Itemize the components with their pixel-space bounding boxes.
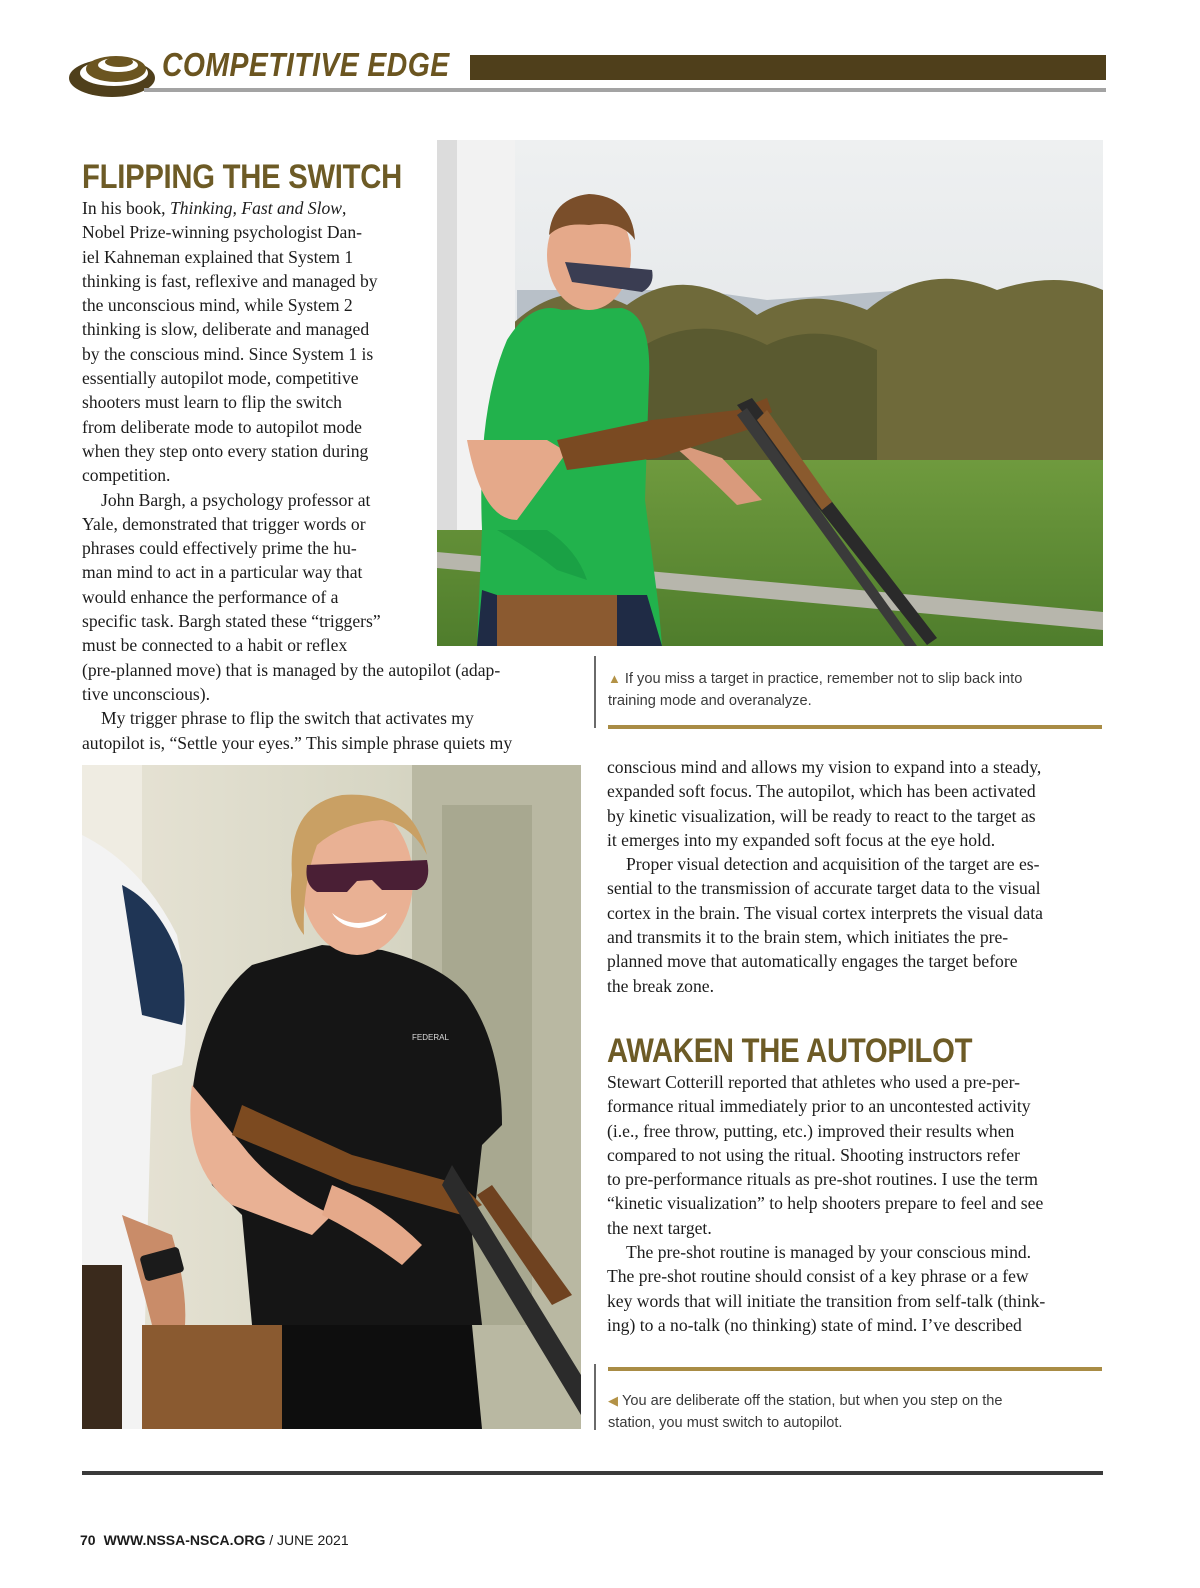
caption-arrow-up-icon: ▲: [608, 671, 621, 686]
body-line: The pre-shot routine is managed by your conscious mind.: [626, 1242, 1032, 1263]
body-line: John Bargh, a psychology professor at: [101, 489, 371, 510]
caption-gold-rule-bottom: [608, 1367, 1102, 1371]
body-line: ing) to a no-talk (no thinking) state of mind. I’ve described: [607, 1314, 1022, 1335]
body-line: it emerges into my expanded soft focus at the eye hold.: [607, 829, 996, 850]
shirt-logo-text: FEDERAL: [412, 1033, 449, 1042]
photo-shooter-green-shirt: [437, 140, 1103, 646]
footer-rule: [82, 1471, 1103, 1475]
body-line: planned move that automatically engages the target before: [607, 951, 1018, 972]
body-line: shooters must learn to flip the switch: [82, 392, 342, 413]
body-line: My trigger phrase to flip the switch that activates my: [101, 708, 474, 729]
page-number: 70: [80, 1532, 96, 1548]
heading-flipping-the-switch: FLIPPING THE SWITCH: [82, 158, 402, 196]
body-line: would enhance the performance of a: [82, 586, 339, 607]
body-line: and transmits it to the brain stem, which initiates the pre-: [607, 927, 1009, 948]
caption-gold-rule-top: [608, 725, 1102, 729]
body-line: (i.e., free throw, putting, etc.) improved their results when: [607, 1120, 1015, 1141]
body-line: thinking is fast, reflexive and managed by: [82, 270, 378, 291]
body-line: Stewart Cotterill reported that athletes who used a pre-per-: [607, 1072, 1020, 1092]
body-line: conscious mind and allows my vision to expand into a steady,: [607, 757, 1042, 777]
body-line: competition.: [82, 465, 171, 486]
body-line: expanded soft focus. The autopilot, which has been activated: [607, 781, 1036, 802]
body-line: In his book, Thinking, Fast and Slow,: [82, 198, 347, 218]
body-line: the next target.: [607, 1217, 712, 1238]
heading-awaken-the-autopilot: AWAKEN THE AUTOPILOT: [607, 1032, 973, 1070]
header-rule: [144, 88, 1106, 92]
body-line: key words that will initiate the transition from self-talk (think-: [607, 1290, 1046, 1311]
header-bar: [470, 55, 1106, 80]
body-line: when they step onto every station during: [82, 440, 369, 461]
body-line: iel Kahneman explained that System 1: [82, 246, 354, 267]
body-line: thinking is slow, deliberate and managed: [82, 319, 370, 340]
book-title: Thinking, Fast and Slow: [169, 198, 343, 218]
body-line: must be connected to a habit or reflex: [82, 635, 348, 656]
body-line: phrases could effectively prime the hu-: [82, 538, 357, 559]
body-line: essentially autopilot mode, competitive: [82, 368, 359, 389]
issue-date: JUNE 2021: [277, 1532, 349, 1548]
body-line: tive unconscious).: [82, 683, 211, 704]
website-link[interactable]: WWW.NSSA-NSCA.ORG: [103, 1532, 266, 1548]
body-line: man mind to act in a particular way that: [82, 562, 363, 583]
body-line: “kinetic visualization” to help shooters prepare to feel and see: [607, 1193, 1044, 1214]
caption-vertical-rule-bottom: [594, 1364, 596, 1430]
body-line: from deliberate mode to autopilot mode: [82, 416, 362, 437]
footer-separator: /: [265, 1532, 278, 1548]
photo-shooter-black-polo: [82, 765, 581, 1429]
body-line: by kinetic visualization, will be ready to react to the target as: [607, 805, 1036, 826]
caption-vertical-rule-top: [594, 656, 596, 728]
body-line: sential to the transmission of accurate target data to the visual: [607, 878, 1041, 899]
photo-caption-top: ▲ If you miss a target in practice, remember not to slip back into training mode and overanalyze.: [608, 671, 1023, 709]
page-header: [66, 40, 1106, 100]
body-line: compared to not using the ritual. Shooting instructors refer: [607, 1144, 1020, 1165]
body-line: cortex in the brain. The visual cortex interprets the visual data: [607, 902, 1043, 923]
section-title: COMPETITIVE EDGE: [162, 46, 450, 83]
clay-target-logo-icon: [66, 42, 156, 100]
page-footer: [80, 1532, 349, 1548]
body-line: by the conscious mind. Since System 1 is: [82, 343, 374, 364]
article-column-2-bottom: [607, 1070, 1107, 1337]
body-line: to pre-performance rituals as pre-shot routines. I use the term: [607, 1169, 1038, 1190]
body-line: Nobel Prize-winning psychologist Dan-: [82, 222, 362, 243]
body-line: the unconscious mind, while System 2: [82, 295, 353, 316]
body-line: autopilot is, “Settle your eyes.” This simple phrase quiets my: [82, 732, 513, 753]
body-line: The pre-shot routine should consist of a key phrase or a few: [607, 1266, 1029, 1287]
body-line: formance ritual immediately prior to an uncontested activity: [607, 1096, 1031, 1117]
body-line: (pre-planned move) that is managed by the autopilot (adap-: [82, 659, 501, 680]
photo-caption-bottom: ◀ You are deliberate off the station, but when you step on the station, you must switch to autopilot.: [608, 1393, 1003, 1431]
body-line: the break zone.: [607, 975, 714, 996]
body-line: Proper visual detection and acquisition of the target are es-: [626, 854, 1040, 875]
body-line: specific task. Bargh stated these “triggers”: [82, 611, 381, 632]
article-column-2-top: [607, 755, 1107, 998]
body-line: Yale, demonstrated that trigger words or: [82, 513, 366, 534]
caption-arrow-left-icon: ◀: [608, 1393, 618, 1408]
